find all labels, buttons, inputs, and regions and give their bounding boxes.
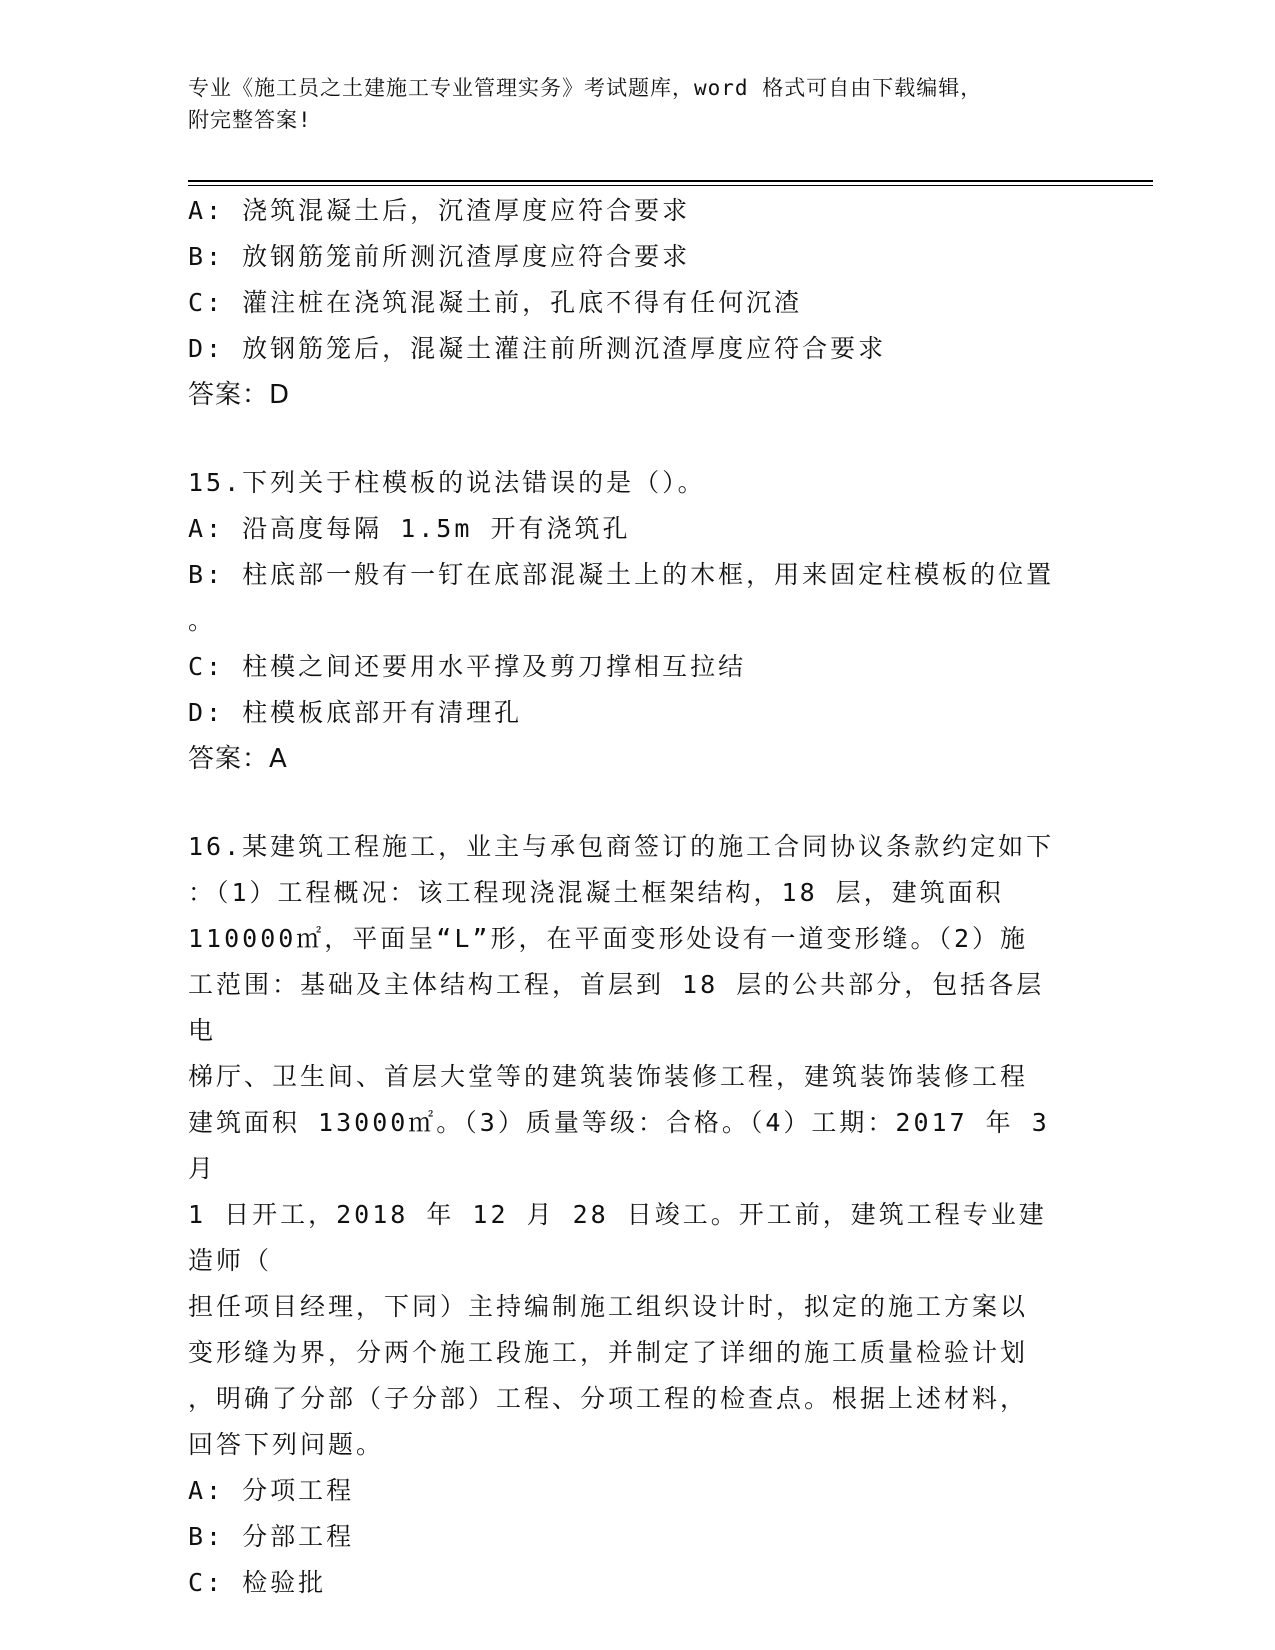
q16-question-line: 1 日开工，2018 年 12 月 28 日竣工。开工前，建筑工程专业建造师（ [188,1200,1047,1275]
q15-option-b-continued: 。 [188,606,217,635]
document-body [188,188,1088,1606]
header-divider-thick [188,180,1153,182]
spacer [188,418,1088,460]
q16-option-a: A: 分项工程 [188,1476,355,1505]
q16-question-line: 工范围：基础及主体结构工程，首层到 18 层的公共部分，包括各层电 [188,970,1045,1045]
question-16 [188,824,1068,1606]
header-line-2: 附完整答案! [188,108,312,132]
header-line-1: 专业《施工员之土建施工专业管理实务》考试题库，word 格式可自由下载编辑， [188,76,983,100]
q14-option-a: A: 浇筑混凝土后，沉渣厚度应符合要求 [188,196,691,225]
q16-question-line: 变形缝为界，分两个施工段施工，并制定了详细的施工质量检验计划 [188,1338,1029,1367]
q16-question-line: 回答下列问题。 [188,1430,385,1459]
q14-option-d: D: 放钢筋笼后，混凝土灌注前所测沉渣厚度应符合要求 [188,334,887,363]
q14-option-b: B: 放钢筋笼前所测沉渣厚度应符合要求 [188,242,691,271]
question-15 [188,460,1088,782]
q15-option-b: B: 柱底部一般有一钉在底部混凝土上的木框，用来固定柱模板的位置 [188,560,1055,589]
q16-question-line: ：（1）工程概况：该工程现浇混凝土框架结构，18 层，建筑面积 [188,878,1004,907]
q16-question-line: ，明确了分部（子分部）工程、分项工程的检查点。根据上述材料， [188,1384,1029,1413]
q16-question-line: 110000㎡，平面呈“L”形，在平面变形处设有一道变形缝。（2）施 [188,924,1029,953]
q15-option-a: A: 沿高度每隔 1.5m 开有浇筑孔 [188,514,631,543]
q14-option-c: C: 灌注桩在浇筑混凝土前，孔底不得有任何沉渣 [188,288,803,317]
spacer [188,782,1088,824]
q16-question-line: 建筑面积 13000㎡。（3）质量等级：合格。（4）工期：2017 年 3 月 [188,1108,1068,1183]
q14-answer: 答案：D [188,380,291,410]
document-header [188,72,1088,136]
q15-option-c: C: 柱模之间还要用水平撑及剪刀撑相互拉结 [188,652,747,681]
q16-question-line: 16.某建筑工程施工，业主与承包商签订的施工合同协议条款约定如下 [188,832,1055,861]
q16-question-line: 梯厅、卫生间、首层大堂等的建筑装饰装修工程，建筑装饰装修工程 [188,1062,1029,1091]
q16-question-line: 担任项目经理，下同）主持编制施工组织设计时，拟定的施工方案以 [188,1292,1029,1321]
header-divider-thin [188,185,1153,186]
q16-option-c: C: 检验批 [188,1568,327,1597]
q15-option-d: D: 柱模板底部开有清理孔 [188,698,523,727]
q15-question: 15.下列关于柱模板的说法错误的是（）。 [188,468,706,497]
q16-option-b: B: 分部工程 [188,1522,355,1551]
q15-answer: 答案：A [188,744,288,774]
question-14 [188,188,1088,418]
